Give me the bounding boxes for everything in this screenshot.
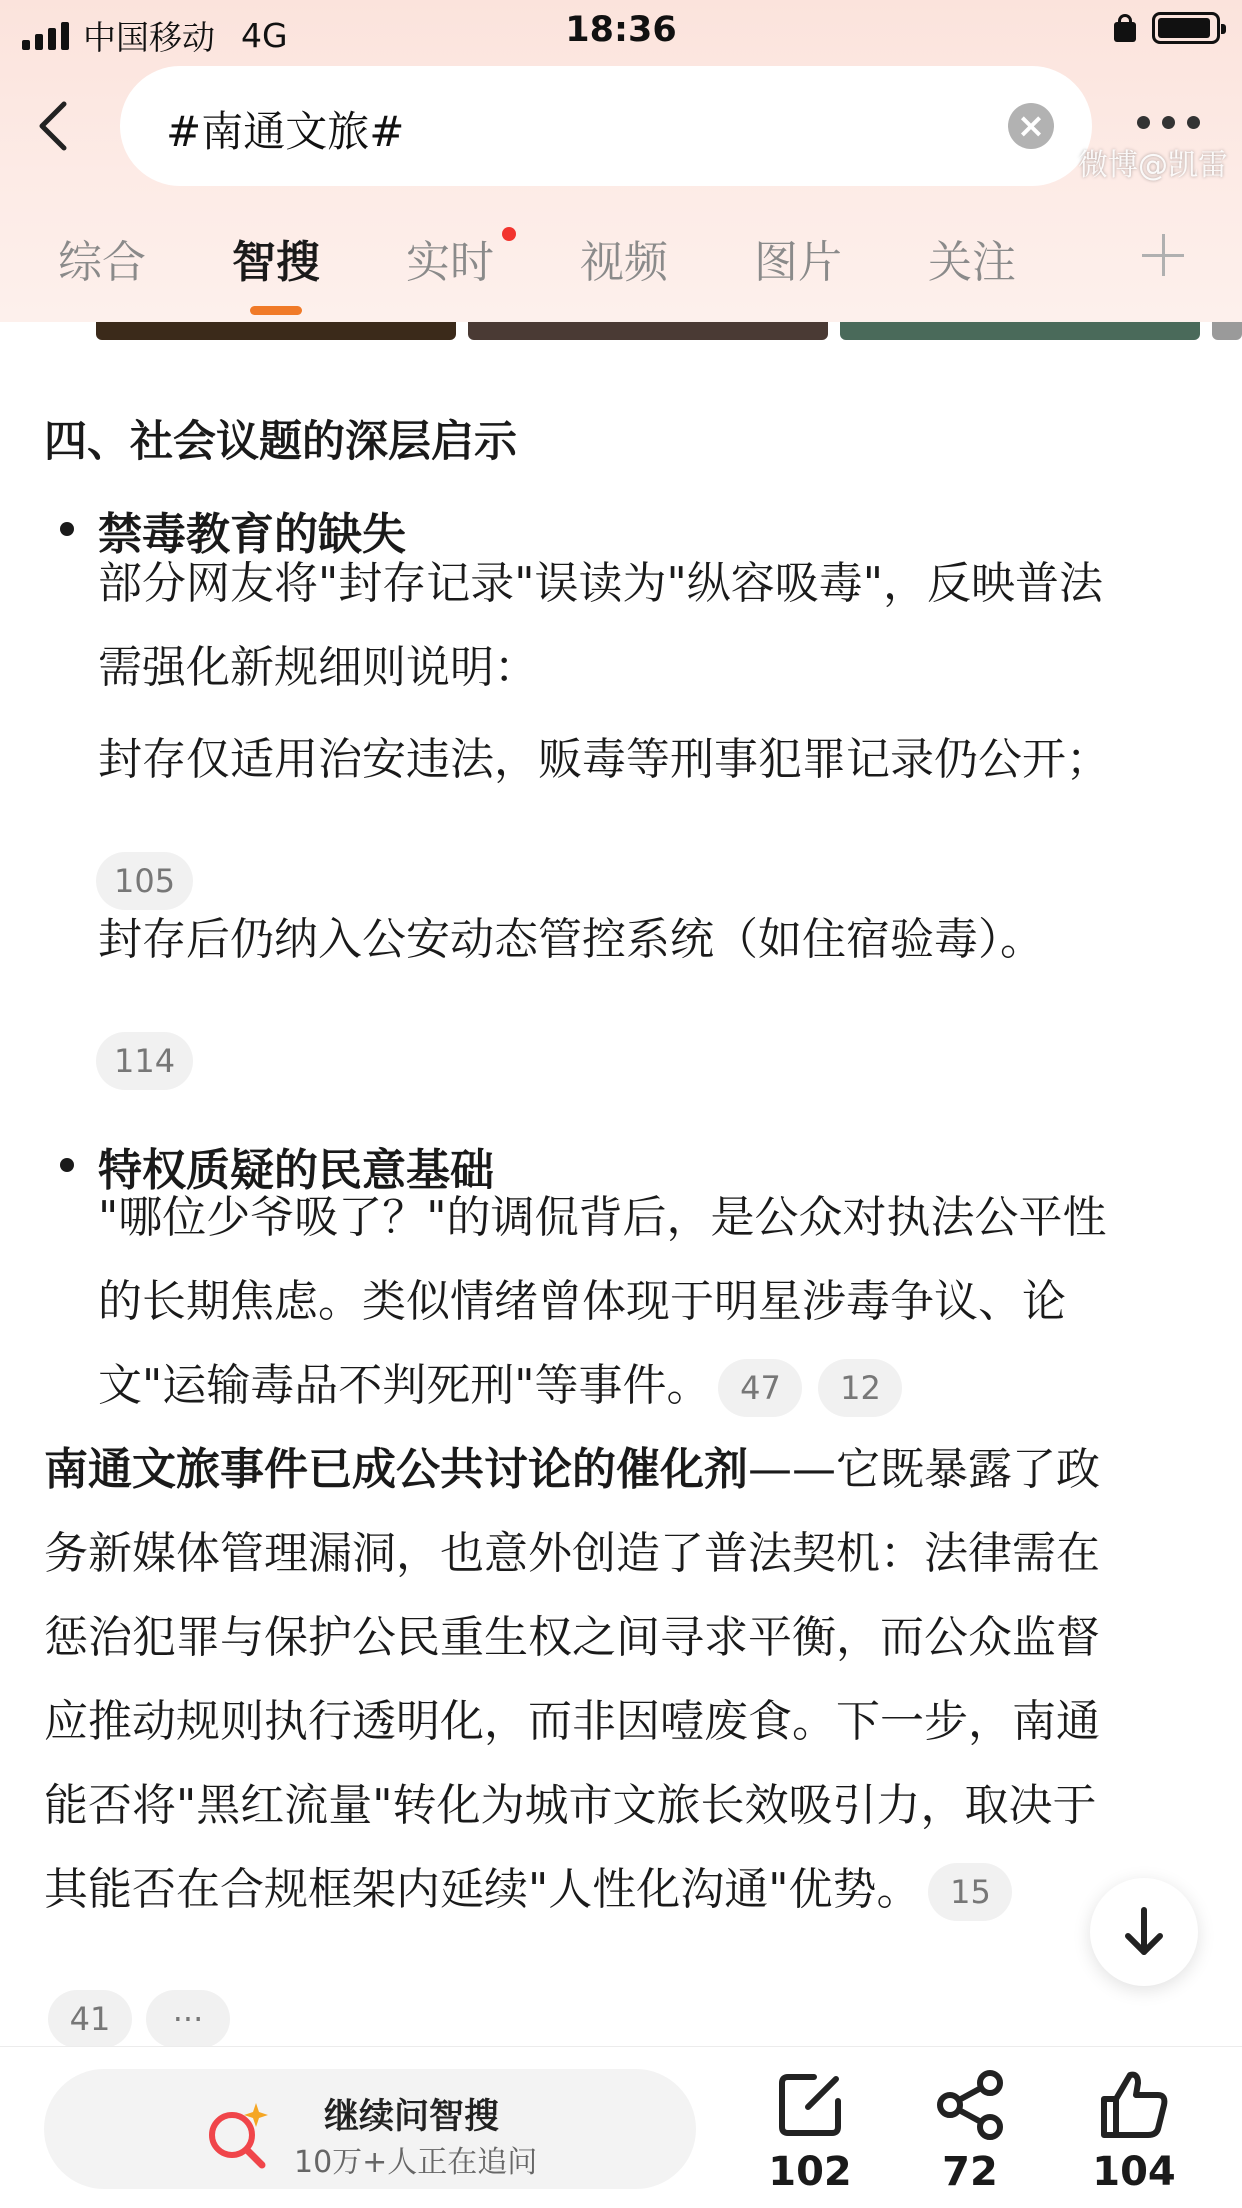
edit-comment-icon [774, 2069, 846, 2141]
clock: 18:36 [565, 10, 677, 50]
header [0, 0, 1242, 322]
thumbs-up-icon [1098, 2069, 1170, 2141]
active-tab-indicator [250, 306, 302, 315]
paragraph-line: "哪位少爷吸了？"的调侃背后，是公众对执法公平性 [98, 1192, 1107, 1243]
bottom-action-bar [0, 2046, 1242, 2208]
bullet-title: 特权质疑的民意基础 [98, 1145, 494, 1196]
paragraph-line: 部分网友将"封存记录"误读为"纵容吸毒"，反映普法 [98, 558, 1103, 609]
more-options-icon[interactable] [1137, 116, 1200, 129]
ask-title: 继续问智搜 [324, 2097, 500, 2137]
tab-images[interactable]: 图片 [754, 237, 842, 288]
battery-icon [1152, 12, 1220, 44]
comment-count: 102 [768, 2149, 852, 2195]
paragraph-text: 文"运输毒品不判死刑"等事件。 [98, 1360, 711, 1411]
back-arrow-icon[interactable] [28, 98, 84, 154]
search-row [0, 66, 1242, 186]
bullet-dot [60, 522, 74, 536]
tab-smart-search[interactable]: 智搜 [232, 237, 320, 288]
paragraph-line: 务新媒体管理漏洞，也意外创造了普法契机：法律需在 [44, 1528, 1100, 1579]
section-heading: 四、社会议题的深层启示 [44, 417, 517, 467]
citation-badge[interactable]: 47 [718, 1359, 802, 1417]
paragraph-line: 的长期焦虑。类似情绪曾体现于明星涉毒争议、论 [98, 1276, 1066, 1327]
bullet-dot [60, 1158, 74, 1172]
scroll-down-button[interactable] [1090, 1878, 1198, 1986]
share-count: 72 [942, 2149, 998, 2195]
paragraph-line [98, 1344, 1198, 1428]
more-citations-button[interactable]: ··· [146, 1990, 230, 2048]
paragraph-line [44, 1848, 1204, 1932]
continue-ask-button[interactable] [44, 2069, 696, 2189]
citation-badge[interactable]: 41 [48, 1990, 132, 2048]
ask-subtitle: 10万+人正在追问 [294, 2145, 538, 2180]
share-button[interactable] [900, 2069, 1040, 2195]
paragraph-line: 封存后仍纳入公安动态管控系统（如住宿验毒）。 [98, 914, 1044, 965]
paragraph-line: 惩治犯罪与保护公民重生权之间寻求平衡，而公众监督 [44, 1612, 1100, 1663]
paragraph-line: 能否将"黑红流量"转化为城市文旅长效吸引力，取决于 [44, 1780, 1097, 1831]
like-button[interactable] [1064, 2069, 1204, 2195]
network-type: 4G [241, 16, 288, 55]
paragraph-line: 需强化新规细则说明： [98, 642, 538, 693]
paragraph-line [44, 1428, 1204, 1512]
notification-dot [502, 227, 516, 241]
conclusion-lead: 南通文旅事件已成公共讨论的催化剂 [44, 1444, 748, 1495]
orientation-lock-icon [1114, 14, 1136, 42]
citation-badge[interactable]: 15 [928, 1863, 1012, 1921]
paragraph-text: ——它既暴露了政 [748, 1444, 1100, 1495]
tab-realtime[interactable]: 实时 [406, 237, 494, 288]
paragraph-line: 应推动规则执行透明化，而非因噎废食。下一步，南通 [44, 1696, 1100, 1747]
smart-search-icon [202, 2101, 272, 2171]
carrier-name: 中国移动 [83, 18, 215, 57]
search-query: #南通文旅# [166, 107, 405, 156]
bullet-title: 禁毒教育的缺失 [98, 509, 406, 560]
tab-following[interactable]: 关注 [928, 237, 1016, 288]
citation-badge[interactable]: 105 [96, 852, 193, 910]
tab-bar [0, 226, 1242, 322]
tab-video[interactable]: 视频 [580, 237, 668, 288]
like-count: 104 [1092, 2149, 1176, 2195]
add-tab-icon[interactable] [1142, 234, 1184, 276]
tab-comprehensive[interactable]: 综合 [58, 237, 146, 288]
clear-icon[interactable]: × [1008, 103, 1054, 149]
status-bar [0, 0, 1242, 62]
search-input[interactable] [120, 66, 1092, 186]
share-icon [934, 2069, 1006, 2141]
citation-badge[interactable]: 114 [96, 1032, 193, 1090]
comment-button[interactable] [740, 2069, 880, 2195]
citation-badge[interactable]: 12 [818, 1359, 902, 1417]
paragraph-text: 其能否在合规框架内延续"人性化沟通"优势。 [44, 1864, 921, 1915]
arrow-down-icon [1090, 1878, 1198, 1986]
paragraph-line: 封存仅适用治安违法，贩毒等刑事犯罪记录仍公开； [98, 734, 1110, 785]
watermark: 微博@凯雷 [1078, 148, 1228, 183]
